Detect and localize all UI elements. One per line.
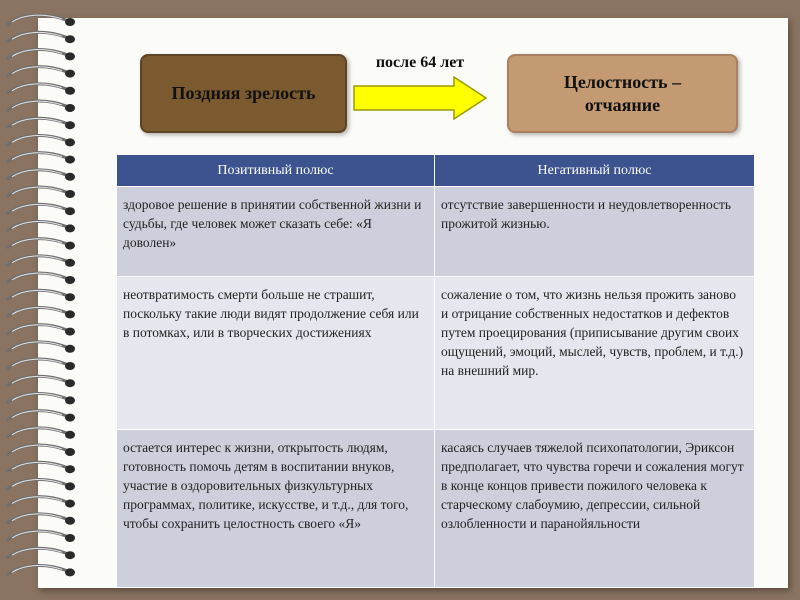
- positive-cell: неотвратимость смерти больше не страшит, поскольку такие люди видят продолжение себя или в потомках, или в творческих достижениях: [117, 277, 435, 430]
- spiral-hole: [65, 293, 75, 301]
- spiral-hole: [65, 310, 75, 318]
- spiral-hole: [65, 534, 75, 542]
- spiral-hole: [65, 362, 75, 370]
- stage-integrity-despair: [507, 54, 738, 133]
- spiral-hole: [65, 396, 75, 404]
- table-row: [117, 430, 755, 588]
- spiral-hole: [65, 121, 75, 129]
- spiral-hole: [65, 379, 75, 387]
- spiral-hole: [65, 500, 75, 508]
- stage-integrity-line2: отчаяние: [584, 94, 661, 115]
- spiral-hole: [65, 276, 75, 284]
- spiral-hole: [65, 431, 75, 439]
- poles-table: [116, 154, 755, 588]
- spiral-hole: [65, 517, 75, 525]
- table-row: [117, 277, 755, 430]
- positive-cell: остается интерес к жизни, открытость людям, готовность помочь детям в воспитании внуков, участие в оздоровительных физкультурных программах, политике, искусстве, и т.д., для того, чтобы сохранить целостность своего «Я»: [117, 430, 435, 588]
- right-arrow-icon: [352, 76, 490, 120]
- spiral-hole: [65, 224, 75, 232]
- positive-pole-header: Позитивный полюс: [117, 155, 435, 187]
- spiral-hole: [65, 568, 75, 576]
- spiral-hole: [65, 138, 75, 146]
- spiral-hole: [65, 35, 75, 43]
- spiral-hole: [65, 104, 75, 112]
- spiral-hole: [65, 242, 75, 250]
- spiral-binding-icon: [0, 0, 90, 600]
- negative-pole-header: Негативный полюс: [435, 155, 755, 187]
- spiral-hole: [65, 70, 75, 78]
- spiral-hole: [65, 87, 75, 95]
- spiral-hole: [65, 465, 75, 473]
- spiral-hole: [65, 345, 75, 353]
- spiral-hole: [65, 259, 75, 267]
- spiral-hole: [65, 482, 75, 490]
- spiral-hole: [65, 551, 75, 559]
- spiral-hole: [65, 173, 75, 181]
- negative-cell: сожаление о том, что жизнь нельзя прожить заново и отрицание собственных недостатков и дефектов путем проецирования (приписывание другим своих ощущений, эмоций, мыслей, чувств, проблем, и т.д.) на внешний мир.: [435, 277, 755, 430]
- stage-late-maturity-label: Поздняя зрелость: [171, 83, 316, 103]
- spiral-hole: [65, 414, 75, 422]
- negative-cell: касаясь случаев тяжелой психопатологии, Эриксон предполагает, что чувства горечи и сожаления могут в конце концов привести пожилого человека к старческому слабоумию, депрессии, сильной озлобленности и паранойяльности: [435, 430, 755, 588]
- arrow-label: после 64 лет: [375, 54, 465, 71]
- spiral-hole: [65, 448, 75, 456]
- table-row: [117, 187, 755, 277]
- negative-cell: отсутствие завершенности и неудовлетворенность прожитой жизнью.: [435, 187, 755, 277]
- spiral-hole: [65, 18, 75, 26]
- table-header-row: [117, 155, 755, 187]
- spiral-hole: [65, 328, 75, 336]
- stage-late-maturity: [140, 54, 347, 133]
- positive-cell: здоровое решение в принятии собственной жизни и судьбы, где человек может сказать себе: «Я доволен»: [117, 187, 435, 277]
- spiral-hole: [65, 207, 75, 215]
- spiral-hole: [65, 190, 75, 198]
- spiral-hole: [65, 156, 75, 164]
- spiral-hole: [65, 52, 75, 60]
- stage-integrity-line1: Целостность –: [563, 71, 682, 92]
